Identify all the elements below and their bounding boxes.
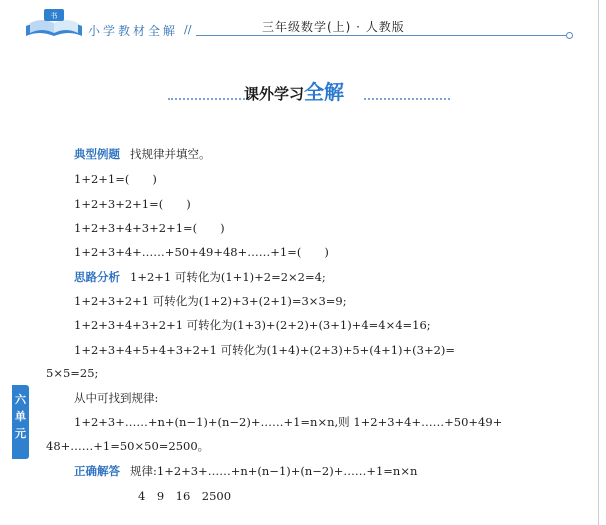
heading-dotted-line-left: [168, 98, 248, 100]
analysis-line: 1+2+3+4+3+2+1 可转化为(1+3)+(2+2)+(3+1)+4=4×4=16;: [74, 318, 431, 332]
analysis-label: 思路分析: [74, 270, 120, 284]
heading-dotted-line-right: [364, 98, 450, 100]
side-tab-char: 元: [15, 427, 26, 440]
side-tab-char: 单: [15, 410, 26, 423]
analysis-line: 1+2+3+4+5+4+3+2+1 可转化为(1+4)+(2+3)+5+(4+1)+(3+2)=: [74, 343, 456, 357]
analysis-line: 1+2+3+……+n+(n−1)+(n−2)+……+1=n×n,则 1+2+3+4+……+50+49+: [74, 415, 503, 429]
analysis-heading: [74, 269, 326, 285]
analysis-line: 1+2+3+2+1 可转化为(1+2)+3+(2+1)=3×3=9;: [74, 294, 347, 308]
analysis-line: 1+2+1 可转化为(1+1)+2=2×2=4;: [130, 270, 326, 284]
answer-rule: 规律:1+2+3+……+n+(n−1)+(n−2)+……+1=n×n: [130, 464, 418, 478]
example-item: 1+2+1=( ): [74, 172, 157, 186]
analysis-line: 48+……+1=50×50=2500。: [46, 439, 210, 453]
answer-label: 正确解答: [74, 464, 120, 478]
example-label: 典型例题: [74, 147, 120, 161]
svg-text:书: 书: [50, 12, 58, 20]
analysis-line: 5×5=25;: [46, 366, 99, 380]
page-edge: [598, 0, 599, 525]
brand-slash-decoration: //: [184, 23, 192, 36]
brand-name: 小学教材全解: [88, 24, 179, 38]
section-title-plain: 课外学习: [244, 85, 305, 103]
book-logo-icon: [24, 6, 84, 40]
side-tab-char: 六: [15, 393, 26, 406]
example-prompt: 找规律并填空。: [130, 147, 211, 161]
example-item: 1+2+3+4+3+2+1=( ): [74, 221, 225, 235]
unit-side-tab: [12, 385, 29, 459]
header-rule-end-dot: [566, 32, 573, 39]
analysis-line: 从中可找到规律:: [74, 391, 159, 405]
example-heading: [74, 146, 211, 162]
section-title: [244, 76, 344, 105]
example-item: 1+2+3+2+1=( ): [74, 197, 191, 211]
book-title: 三年级数学(上) · 人教版: [262, 20, 405, 34]
section-heading: [168, 76, 450, 106]
answer-heading: [74, 463, 417, 479]
example-item: 1+2+3+4+……+50+49+48+……+1=( ): [74, 245, 329, 259]
header-rule: [196, 35, 568, 36]
answer-values: 4 9 16 2500: [138, 489, 232, 503]
section-title-accent: 全解: [304, 80, 345, 104]
